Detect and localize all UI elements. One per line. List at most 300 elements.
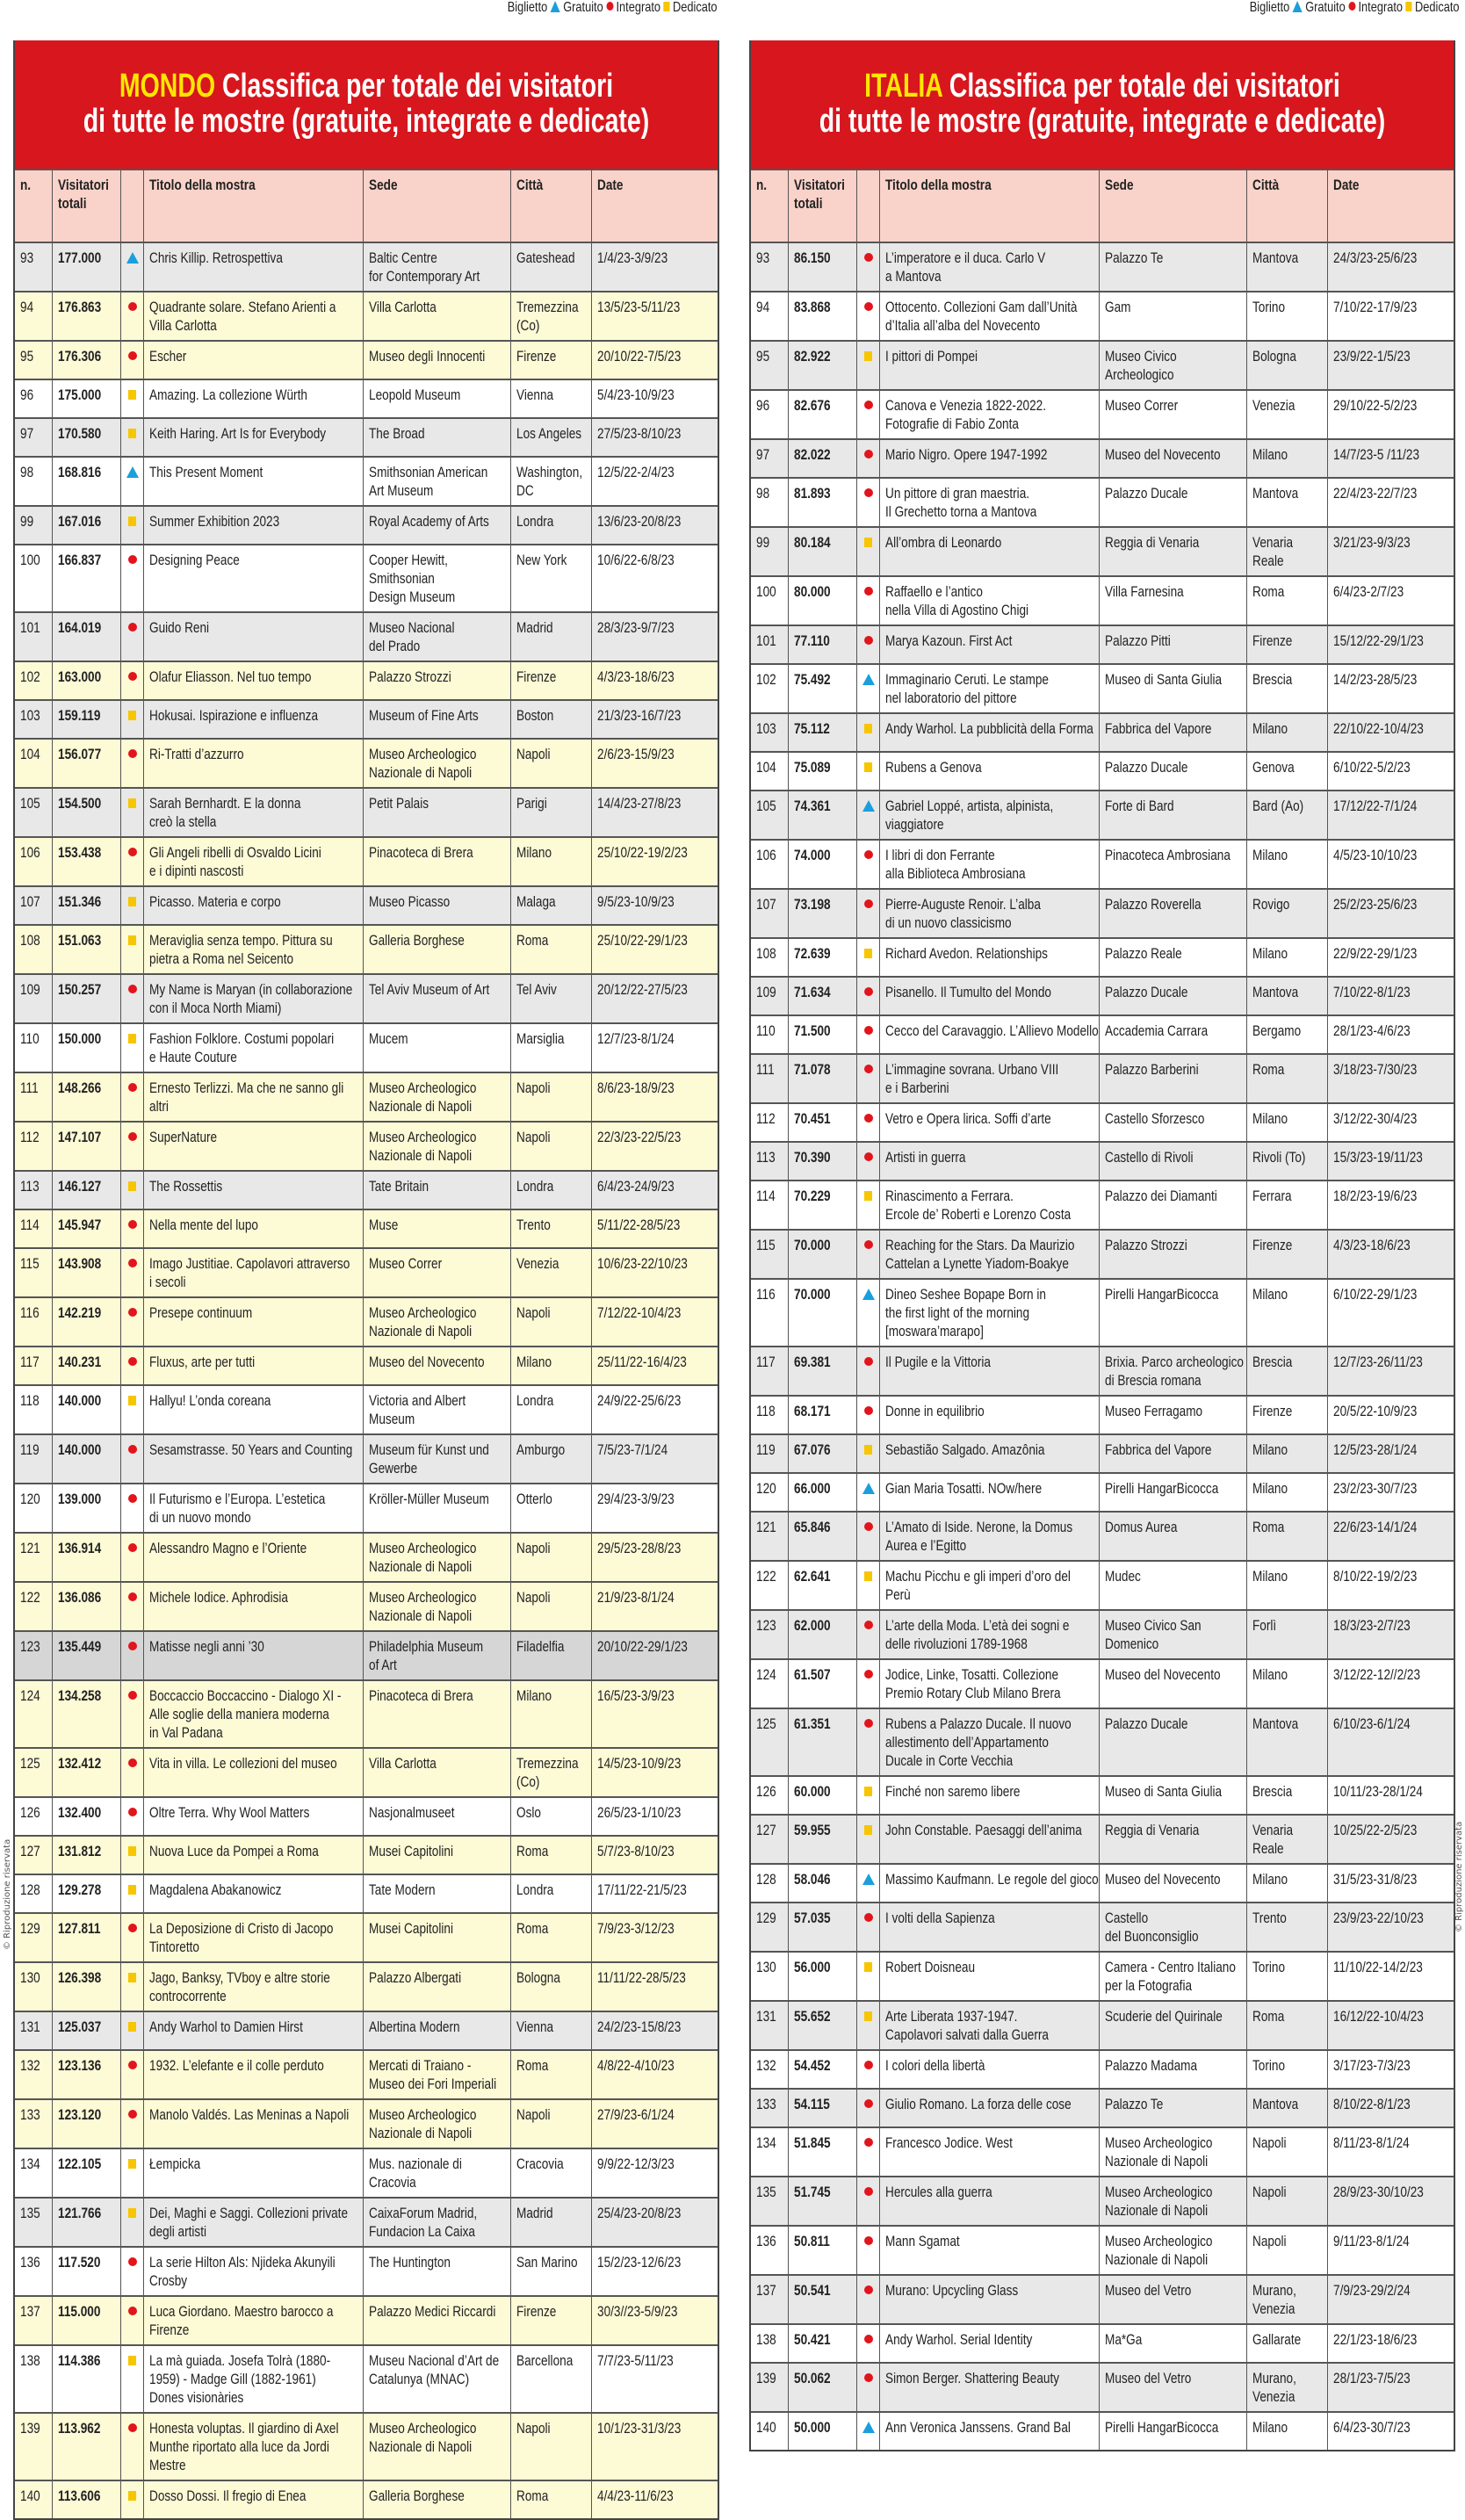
dates bbox=[591, 419, 718, 456]
visitors-text: 132.412 bbox=[58, 1755, 102, 1772]
dot-icon bbox=[128, 1691, 137, 1700]
dates-text: 22/4/23-22/7/23 bbox=[1333, 485, 1418, 502]
legend-dedicato: Dedicato bbox=[1415, 0, 1460, 15]
triangle-icon bbox=[1293, 1, 1303, 12]
square-icon bbox=[128, 798, 136, 808]
dates-text: 7/9/23-3/12/23 bbox=[597, 1920, 675, 1937]
dot-icon bbox=[128, 1543, 137, 1552]
rank-text: 125 bbox=[756, 1715, 776, 1732]
visitors-text: 135.449 bbox=[58, 1638, 102, 1655]
city-text: Ferrara bbox=[1252, 1188, 1292, 1204]
rank-text: 96 bbox=[20, 386, 34, 403]
ticket-type bbox=[856, 1865, 879, 1902]
city-text: Rovigo bbox=[1252, 896, 1290, 913]
table-row bbox=[751, 976, 1454, 1014]
table-row bbox=[15, 661, 718, 699]
exhibition-title bbox=[879, 2413, 1099, 2450]
rank bbox=[15, 887, 52, 924]
city bbox=[510, 292, 591, 340]
rank-text: 120 bbox=[20, 1491, 40, 1507]
rank-text: 111 bbox=[20, 1079, 39, 1096]
ticket-type bbox=[856, 2276, 879, 2323]
dates bbox=[1327, 2413, 1454, 2450]
venue bbox=[1099, 841, 1246, 888]
dates bbox=[1327, 1865, 1454, 1902]
exhibition-title bbox=[143, 1435, 363, 1483]
visitors bbox=[788, 1143, 856, 1180]
visitors-text: 123.136 bbox=[58, 2057, 102, 2074]
city bbox=[510, 1073, 591, 1121]
visitors-text: 77.110 bbox=[794, 632, 830, 649]
exhibition-title-text: The Rossettis bbox=[149, 1178, 223, 1195]
exhibition-title bbox=[879, 2227, 1099, 2274]
visitors bbox=[788, 2364, 856, 2411]
ticket-type bbox=[120, 1210, 143, 1247]
exhibition-title bbox=[143, 1534, 363, 1581]
venue-text: Palazzo Pitti bbox=[1105, 632, 1171, 649]
rank bbox=[15, 1484, 52, 1532]
dates-text: 3/12/22-12//2/23 bbox=[1333, 1666, 1421, 1683]
header-n-text: n. bbox=[756, 177, 768, 193]
dates bbox=[1327, 2177, 1454, 2225]
venue bbox=[363, 458, 510, 505]
visitors-text: 147.107 bbox=[58, 1129, 102, 1145]
dates bbox=[591, 1632, 718, 1679]
rank-text: 132 bbox=[756, 2057, 776, 2074]
venue bbox=[363, 740, 510, 787]
rank-text: 110 bbox=[756, 1022, 776, 1039]
rank-text: 136 bbox=[20, 2254, 40, 2271]
exhibition-title-text: Andy Warhol to Damien Hirst bbox=[149, 2018, 303, 2035]
rank-text: 106 bbox=[756, 847, 776, 863]
square-icon bbox=[128, 1396, 136, 1405]
city bbox=[1246, 890, 1327, 937]
legend-mondo bbox=[451, 0, 718, 16]
city-text: Napoli bbox=[516, 2106, 551, 2123]
dates bbox=[591, 1123, 718, 1170]
ticket-type bbox=[120, 2100, 143, 2148]
dot-icon bbox=[128, 2110, 137, 2119]
dot-icon bbox=[864, 2099, 873, 2108]
exhibition-title-text: Andy Warhol. Serial Identity bbox=[885, 2331, 1033, 2348]
exhibition-title bbox=[879, 577, 1099, 625]
dates-text: 4/4/23-11/6/23 bbox=[597, 2488, 674, 2504]
visitors bbox=[788, 440, 856, 477]
exhibition-title bbox=[879, 1055, 1099, 1102]
venue bbox=[1099, 2051, 1246, 2088]
visitors bbox=[788, 2090, 856, 2126]
dates bbox=[591, 2346, 718, 2412]
rank bbox=[751, 2177, 788, 2225]
city-text: Napoli bbox=[516, 746, 551, 762]
city-text: Tremezzina (Co) bbox=[516, 1755, 579, 1790]
ticket-type bbox=[120, 662, 143, 699]
visitors-text: 143.908 bbox=[58, 1255, 102, 1272]
exhibition-title-text: I colori della libertà bbox=[885, 2057, 985, 2074]
rank-text: 101 bbox=[756, 632, 776, 649]
dates bbox=[591, 2414, 718, 2480]
dates-text: 17/11/22-21/5/23 bbox=[597, 1881, 687, 1898]
venue bbox=[363, 701, 510, 738]
ticket-type bbox=[120, 342, 143, 379]
table-row bbox=[15, 2246, 718, 2295]
city bbox=[510, 507, 591, 544]
table-row bbox=[15, 973, 718, 1022]
city bbox=[510, 1484, 591, 1532]
city-text: Napoli bbox=[516, 1079, 551, 1096]
table-row bbox=[751, 1395, 1454, 1433]
visitors-text: 86.150 bbox=[794, 249, 831, 266]
dot-icon bbox=[864, 1026, 873, 1035]
exhibition-title-text: Michele Iodice. Aphrodisia bbox=[149, 1589, 289, 1606]
table-row bbox=[15, 1747, 718, 1796]
table-row bbox=[15, 1296, 718, 1346]
dates-text: 25/10/22-29/1/23 bbox=[597, 932, 688, 949]
rank bbox=[15, 2149, 52, 2197]
table-row bbox=[15, 242, 718, 291]
square-icon bbox=[128, 1034, 136, 1043]
table-row bbox=[15, 1121, 718, 1170]
venue-text: Mus. nazionale di Cracovia bbox=[369, 2155, 462, 2191]
dates bbox=[1327, 479, 1454, 526]
city-text: Roma bbox=[1252, 2008, 1285, 2025]
venue-text: Petit Palais bbox=[369, 795, 429, 812]
city bbox=[1246, 1181, 1327, 1229]
rank bbox=[15, 292, 52, 340]
venue-text: Accademia Carrara bbox=[1105, 1022, 1209, 1039]
exhibition-title bbox=[879, 1474, 1099, 1511]
city-text: Roma bbox=[516, 2488, 549, 2504]
dot-icon bbox=[128, 2423, 137, 2432]
venue-text: Kröller-Müller Museum bbox=[369, 1491, 489, 1507]
dates bbox=[591, 1798, 718, 1835]
visitors-text: 75.492 bbox=[794, 671, 831, 688]
title-highlight: ITALIA bbox=[864, 68, 942, 105]
venue-text: The Broad bbox=[369, 425, 425, 442]
rank-text: 119 bbox=[756, 1441, 776, 1458]
city bbox=[1246, 1435, 1327, 1472]
rank bbox=[751, 1280, 788, 1346]
exhibition-title-text: Dei, Maghi e Saggi. Collezioni private degli artisti bbox=[149, 2205, 349, 2240]
table-row bbox=[751, 1814, 1454, 1863]
visitors bbox=[788, 1865, 856, 1902]
dot-icon bbox=[864, 1357, 873, 1366]
rank-text: 134 bbox=[20, 2155, 40, 2172]
exhibition-title bbox=[879, 1104, 1099, 1141]
venue bbox=[363, 613, 510, 661]
rank bbox=[15, 975, 52, 1022]
dot-icon bbox=[864, 2236, 873, 2245]
venue-text: Domus Aurea bbox=[1105, 1519, 1178, 1535]
rank bbox=[15, 243, 52, 291]
city-text: Mantova bbox=[1252, 1715, 1299, 1732]
exhibition-title-text: Vita in villa. Le collezioni del museo bbox=[149, 1755, 337, 1772]
city-text: Barcellona bbox=[516, 2352, 574, 2369]
dates bbox=[591, 1837, 718, 1874]
header-titolo bbox=[143, 170, 363, 242]
city-text: Malaga bbox=[516, 893, 556, 910]
city bbox=[1246, 2051, 1327, 2088]
table-row bbox=[15, 1581, 718, 1630]
table-row bbox=[751, 1560, 1454, 1609]
city bbox=[1246, 2128, 1327, 2176]
visitors-text: 145.947 bbox=[58, 1217, 102, 1233]
dates-text: 15/2/23-12/6/23 bbox=[597, 2254, 682, 2271]
exhibition-title bbox=[143, 1073, 363, 1121]
city-text: Milano bbox=[1252, 446, 1288, 463]
exhibition-title-text: Cecco del Caravaggio. L’Allievo Modello bbox=[885, 1022, 1099, 1039]
city-text: Mantova bbox=[1252, 2096, 1299, 2112]
exhibition-title-text: Quadrante solare. Stefano Arienti a Villa Carlotta bbox=[149, 299, 336, 334]
table-row bbox=[15, 885, 718, 924]
exhibition-title-text: Keith Haring. Art Is for Everybody bbox=[149, 425, 327, 442]
exhibition-title bbox=[143, 2051, 363, 2098]
city-text: Bologna bbox=[516, 1969, 560, 1986]
venue-text: Villa Farnesina bbox=[1105, 583, 1184, 600]
dates bbox=[1327, 342, 1454, 389]
city-text: Roma bbox=[516, 932, 549, 949]
visitors-text: 166.837 bbox=[58, 552, 102, 568]
exhibition-title-text: Artisti in guerra bbox=[885, 1149, 966, 1166]
venue-text: Palazzo Roverella bbox=[1105, 896, 1202, 913]
city bbox=[1246, 1280, 1327, 1346]
visitors bbox=[788, 2325, 856, 2362]
city bbox=[510, 2248, 591, 2295]
square-icon bbox=[864, 2011, 872, 2021]
city-text: Napoli bbox=[516, 1589, 551, 1606]
dot-icon bbox=[128, 1808, 137, 1816]
venue bbox=[363, 243, 510, 291]
venue-text: Palazzo Barberini bbox=[1105, 1061, 1199, 1078]
ticket-type bbox=[856, 479, 879, 526]
table-row bbox=[751, 2000, 1454, 2049]
rank-text: 93 bbox=[20, 249, 34, 266]
dates bbox=[591, 1298, 718, 1346]
rank bbox=[15, 701, 52, 738]
exhibition-title bbox=[143, 926, 363, 973]
exhibition-title-text: Imago Justitiae. Capolavori attraverso i secoli bbox=[149, 1255, 350, 1290]
header-date-text: Date bbox=[1333, 177, 1360, 193]
table-row bbox=[751, 1053, 1454, 1102]
visitors-text: 123.120 bbox=[58, 2106, 102, 2123]
venue bbox=[363, 380, 510, 417]
ticket-type bbox=[856, 1435, 879, 1472]
exhibition-title-text: Immaginario Ceruti. Le stampe nel laboratorio del pittore bbox=[885, 671, 1049, 706]
table-row bbox=[15, 1835, 718, 1874]
visitors-text: 57.035 bbox=[794, 1910, 831, 1926]
table-row bbox=[15, 738, 718, 787]
rank-text: 112 bbox=[20, 1129, 40, 1145]
dates bbox=[591, 662, 718, 699]
column-headers bbox=[15, 169, 718, 242]
triangle-icon bbox=[862, 674, 875, 685]
exhibition-title bbox=[143, 1024, 363, 1072]
city bbox=[510, 662, 591, 699]
city bbox=[510, 1681, 591, 1747]
exhibition-title-text: Arte Liberata 1937-1947. Capolavori salvati dalla Guerra bbox=[885, 2008, 1049, 2043]
dates bbox=[591, 1210, 718, 1247]
ticket-type bbox=[120, 1298, 143, 1346]
rank-text: 95 bbox=[20, 348, 34, 365]
table-row bbox=[751, 2176, 1454, 2225]
rank bbox=[15, 1435, 52, 1483]
table-row bbox=[751, 438, 1454, 477]
table-row bbox=[751, 625, 1454, 663]
city-text: Venaria Reale bbox=[1252, 1822, 1294, 1857]
table-row bbox=[751, 888, 1454, 937]
dates-text: 22/6/23-14/1/24 bbox=[1333, 1519, 1418, 1535]
exhibition-title-text: La Deposizione di Cristo di Jacopo Tintoretto bbox=[149, 1920, 334, 1955]
venue-text: Palazzo Ducale bbox=[1105, 759, 1188, 776]
dates bbox=[1327, 2227, 1454, 2274]
venue-text: Palazzo Madama bbox=[1105, 2057, 1198, 2074]
city bbox=[510, 243, 591, 291]
triangle-icon bbox=[862, 2422, 875, 2433]
square-icon bbox=[128, 2208, 136, 2218]
ticket-type bbox=[856, 391, 879, 438]
city-text: Milano bbox=[1252, 1666, 1288, 1683]
ticket-type bbox=[120, 975, 143, 1022]
italia-title bbox=[751, 40, 1454, 169]
exhibition-title-text: Summer Exhibition 2023 bbox=[149, 513, 280, 530]
venue bbox=[1099, 1903, 1246, 1951]
city bbox=[1246, 1347, 1327, 1395]
city bbox=[510, 2481, 591, 2518]
venue-text: Tel Aviv Museum of Art bbox=[369, 981, 490, 998]
dates bbox=[1327, 2364, 1454, 2411]
visitors bbox=[788, 841, 856, 888]
exhibition-title-text: Gian Maria Tosatti. NOw/here bbox=[885, 1480, 1043, 1497]
visitors-text: 75.112 bbox=[794, 720, 830, 737]
ticket-type bbox=[120, 1435, 143, 1483]
venue-text: Museo del Novecento bbox=[1105, 1871, 1221, 1888]
dates-text: 23/2/23-30/7/23 bbox=[1333, 1480, 1418, 1497]
exhibition-title-text: Massimo Kaufmann. Le regole del gioco bbox=[885, 1871, 1099, 1888]
dates bbox=[591, 1347, 718, 1384]
dates-text: 15/12/22-29/1/23 bbox=[1333, 632, 1424, 649]
venue bbox=[1099, 1865, 1246, 1902]
venue bbox=[363, 2346, 510, 2412]
venue-text: Museu Nacional d’Art de Catalunya (MNAC) bbox=[369, 2352, 500, 2387]
visitors bbox=[52, 1073, 120, 1121]
city-text: Napoli bbox=[516, 2420, 551, 2437]
exhibition-title-text: Rubens a Palazzo Ducale. Il nuovo allestimento dell’Appartamento Ducale in Corte Vecchia bbox=[885, 1715, 1072, 1769]
rank bbox=[751, 890, 788, 937]
venue bbox=[1099, 479, 1246, 526]
square-icon bbox=[1406, 2, 1412, 11]
venue-text: Palazzo Te bbox=[1105, 249, 1164, 266]
venue bbox=[363, 1386, 510, 1433]
ticket-type bbox=[120, 1963, 143, 2011]
rank bbox=[751, 1181, 788, 1229]
exhibition-title bbox=[143, 1837, 363, 1874]
table-row bbox=[15, 2295, 718, 2344]
table-row bbox=[15, 2480, 718, 2518]
dot-icon bbox=[128, 1758, 137, 1767]
venue-text: Tate Britain bbox=[369, 1178, 429, 1195]
rank bbox=[751, 2227, 788, 2274]
rank bbox=[751, 2090, 788, 2126]
dates-text: 24/3/23-25/6/23 bbox=[1333, 249, 1418, 266]
venue-text: Pirelli HangarBicocca bbox=[1105, 2419, 1219, 2436]
city-text: Boston bbox=[516, 707, 554, 724]
venue bbox=[1099, 1181, 1246, 1229]
visitors-text: 129.278 bbox=[58, 1881, 102, 1898]
city bbox=[1246, 1016, 1327, 1053]
visitors-text: 74.000 bbox=[794, 847, 831, 863]
visitors bbox=[52, 342, 120, 379]
dates bbox=[591, 1484, 718, 1532]
square-icon bbox=[128, 2159, 136, 2169]
dates bbox=[591, 1024, 718, 1072]
exhibition-title bbox=[143, 1681, 363, 1747]
rank bbox=[751, 1104, 788, 1141]
visitors bbox=[788, 1709, 856, 1775]
rank bbox=[751, 1660, 788, 1708]
city-text: Napoli bbox=[1252, 2233, 1287, 2249]
rank bbox=[15, 380, 52, 417]
header-visitatori-text: Visitatori totali bbox=[794, 177, 845, 212]
dates-text: 13/5/23-5/11/23 bbox=[597, 299, 681, 315]
rank bbox=[751, 2128, 788, 2176]
ticket-type bbox=[120, 613, 143, 661]
city bbox=[510, 545, 591, 611]
exhibition-title bbox=[143, 887, 363, 924]
city bbox=[1246, 1231, 1327, 1278]
city-text: Londra bbox=[516, 513, 554, 530]
exhibition-title bbox=[879, 841, 1099, 888]
venue-text: Palazzo Strozzi bbox=[369, 668, 451, 685]
rank bbox=[15, 458, 52, 505]
city-text: Milano bbox=[516, 844, 552, 861]
visitors bbox=[788, 1474, 856, 1511]
exhibition-title-text: Ernesto Terlizzi. Ma che ne sanno gli altri bbox=[149, 1079, 344, 1115]
visitors bbox=[52, 1298, 120, 1346]
visitors-text: 150.257 bbox=[58, 981, 102, 998]
table-row bbox=[15, 1874, 718, 1912]
exhibition-title-text: Hokusai. Ispirazione e influenza bbox=[149, 707, 319, 724]
visitors-text: 127.811 bbox=[58, 1920, 101, 1937]
exhibition-title-text: Guido Reni bbox=[149, 619, 210, 636]
table-row bbox=[751, 1180, 1454, 1229]
dot-icon bbox=[864, 1719, 873, 1728]
venue bbox=[1099, 1709, 1246, 1775]
venue bbox=[363, 1875, 510, 1912]
rank-text: 113 bbox=[756, 1149, 776, 1166]
dates bbox=[591, 2100, 718, 2148]
venue-text: Reggia di Venaria bbox=[1105, 534, 1200, 551]
venue bbox=[363, 1484, 510, 1532]
city bbox=[1246, 841, 1327, 888]
dates bbox=[591, 1073, 718, 1121]
visitors-text: 80.000 bbox=[794, 583, 831, 600]
ticket-type bbox=[856, 1513, 879, 1560]
ticket-type bbox=[856, 342, 879, 389]
table-row bbox=[15, 1209, 718, 1247]
venue bbox=[1099, 626, 1246, 663]
rank bbox=[751, 1709, 788, 1775]
legend-biglietto: Biglietto bbox=[508, 0, 548, 15]
venue bbox=[363, 1837, 510, 1874]
rank bbox=[15, 1963, 52, 2011]
dot-icon bbox=[864, 2373, 873, 2382]
rank-text: 106 bbox=[20, 844, 40, 861]
table-row bbox=[15, 1796, 718, 1835]
rank bbox=[15, 1386, 52, 1433]
exhibition-title-text: Sarah Bernhardt. E la donna creò la stella bbox=[149, 795, 301, 830]
visitors bbox=[52, 2481, 120, 2518]
dates bbox=[591, 380, 718, 417]
